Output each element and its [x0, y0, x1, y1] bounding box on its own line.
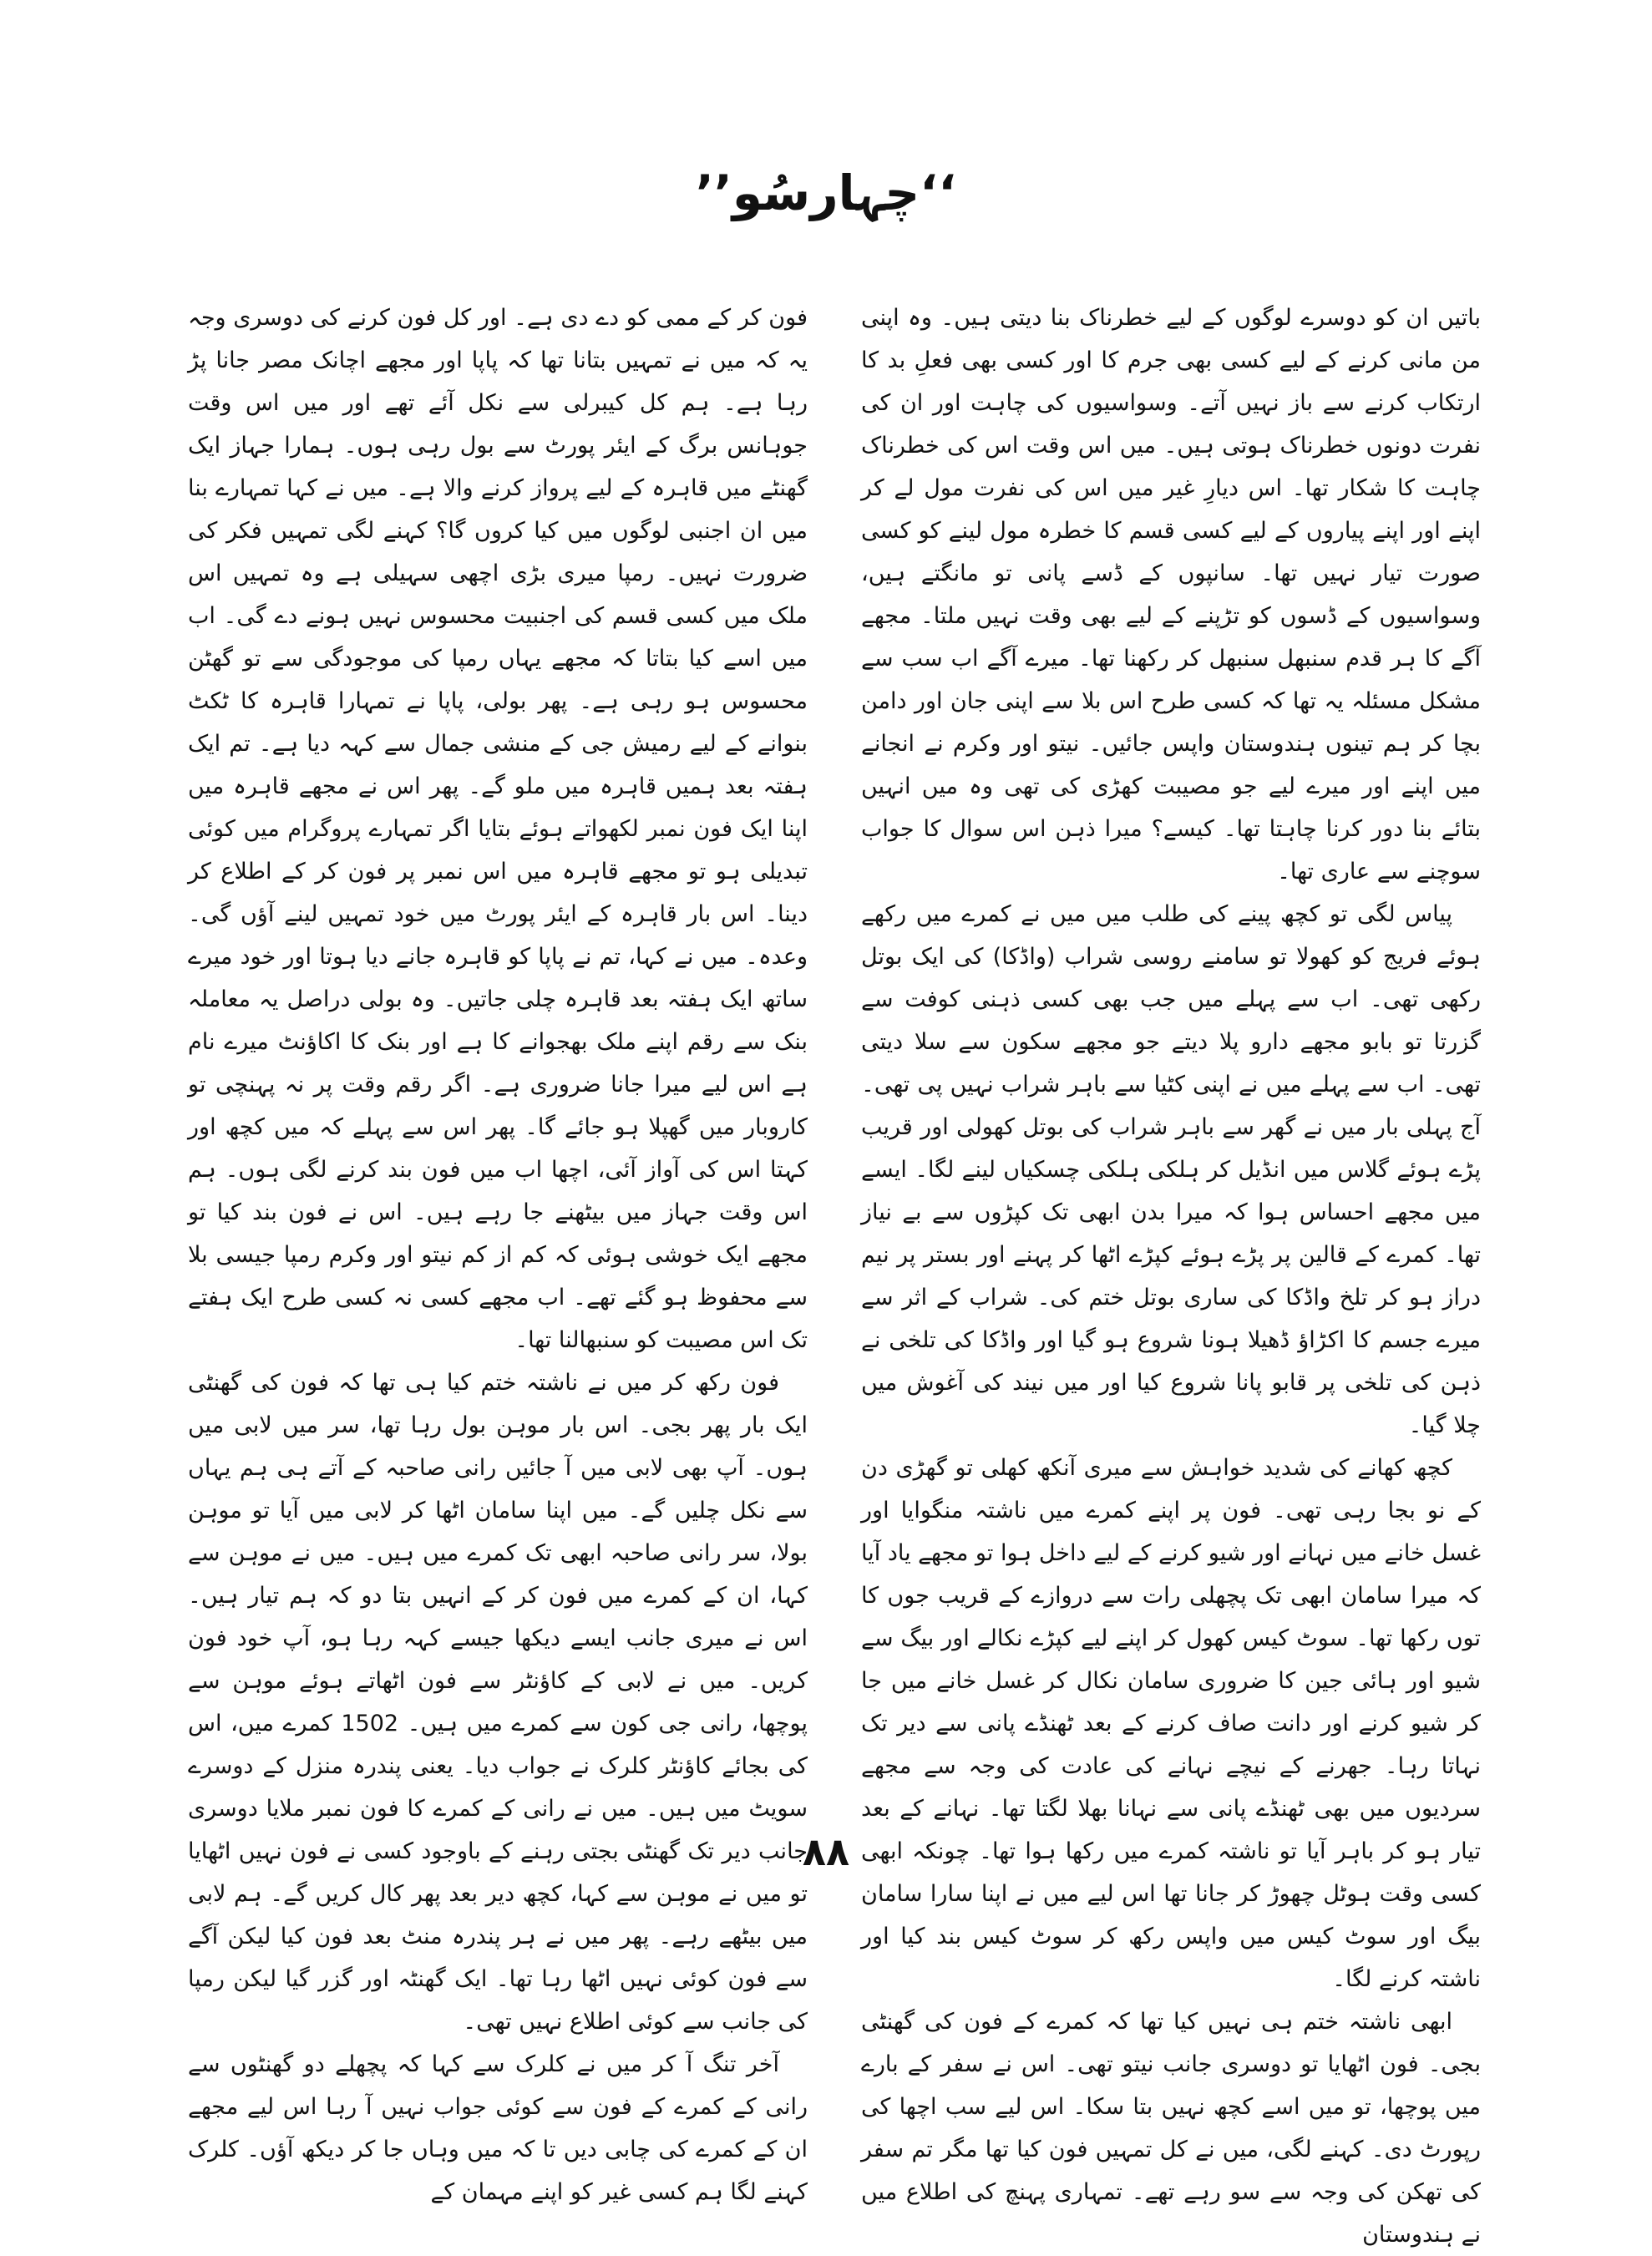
paragraph: آخر تنگ آ کر میں نے کلرک سے کہا کہ پچھلے دو گھنٹوں سے رانی کے کمرے کے فون سے کوئی جواب نہیں آ رہا اس لیے مجھے ان کے کمرے کی چابی دیں تا کہ میں وہاں جا کر دیکھ آؤں۔ کلرک کہنے لگا ہم کسی غیر کو اپنے مہمان کے: [188, 2051, 808, 2205]
paragraph: پیاس لگی تو کچھ پینے کی طلب میں میں نے کمرے میں رکھے ہوئے فریج کو کھولا تو سامنے روسی شراب (واڈکا) کی ایک بوتل رکھی تھی۔ اب سے پہلے میں جب بھی کسی ذہنی کوفت سے گزرتا تو بابو مجھے دارو پلا دیتے جو مجھے سکون سے سلا دیتی تھی۔ اب سے پہلے میں نے اپنی کٹیا سے باہر شراب نہیں پی تھی۔ آج پہلی بار میں نے گھر سے باہر شراب کی بوتل کھولی اور قریب پڑے ہوئے گلاس میں انڈیل کر ہلکی ہلکی چسکیاں لینے لگا۔ ایسے میں مجھے احساس ہوا کہ میرا بدن ابھی تک کپڑوں سے بے نیاز تھا۔ کمرے کے قالین پر پڑے ہوئے کپڑے اٹھا کر پہنے اور بستر پر نیم دراز ہو کر تلخ واڈکا کی ساری بوتل ختم کی۔ شراب کے اثر سے میرے جسم کا اکڑاؤ ڈھیلا ہونا شروع ہو گیا اور واڈکا کی تلخی نے ذہن کی تلخی پر قابو پانا شروع کیا اور میں نیند کی آغوش میں چلا گیا۔: [861, 901, 1481, 1438]
paragraph: ابھی ناشتہ ختم ہی نہیں کیا تھا کہ کمرے کے فون کی گھنٹی بجی۔ فون اٹھایا تو دوسری جانب نیتو تھی۔ اس نے سفر کے بارے میں پوچھا، تو میں اسے کچھ نہیں بتا سکا۔ اس لیے سب اچھا کی رپورٹ دی۔ کہنے لگی، میں نے کل تمہیں فون کیا تھا مگر تم سفر کی تھکن کی وجہ سے سو رہے تھے۔ تمہاری پہنچ کی اطلاع میں نے ہندوستان: [861, 2009, 1481, 2248]
page-number: ۸۸: [802, 1829, 850, 1874]
paragraph: باتیں ان کو دوسرے لوگوں کے لیے خطرناک بنا دیتی ہیں۔ وہ اپنی من مانی کرنے کے لیے کسی بھی جرم کا اور کسی بھی فعلِ بد کا ارتکاب کرنے سے باز نہیں آتے۔ وسواسیوں کی چاہت اور ان کی نفرت دونوں خطرناک ہوتی ہیں۔ میں اس وقت اس کی خطرناک چاہت کا شکار تھا۔ اس دیارِ غیر میں اس کی نفرت مول لے کر اپنے اور اپنے پیاروں کے لیے کسی قسم کا خطرہ مول لینے کو کسی صورت تیار نہیں تھا۔ سانپوں کے ڈسے پانی تو مانگتے ہیں، وسواسیوں کے ڈسوں کو تڑپنے کے لیے بھی وقت نہیں ملتا۔ مجھے آگے کا ہر قدم سنبھل سنبھل کر رکھنا تھا۔ میرے آگے اب سب سے مشکل مسئلہ یہ تھا کہ کسی طرح اس بلا سے اپنی جان اور دامن بچا کر ہم تینوں ہندوستان واپس جائیں۔ نیتو اور وکرم نے انجانے میں اپنے اور میرے لیے جو مصیبت کھڑی کی تھی وہ میں انہیں بتائے بنا دور کرنا چاہتا تھا۔ کیسے؟ میرا ذہن اس سوال کا جواب سوچنے سے عاری تھا۔: [861, 305, 1481, 885]
paragraph: فون رکھ کر میں نے ناشتہ ختم کیا ہی تھا کہ فون کی گھنٹی ایک بار پھر بجی۔ اس بار موہن بول رہا تھا، سر میں لابی میں ہوں۔ آپ بھی لابی میں آ جائیں رانی صاحبہ کے آتے ہی ہم یہاں سے نکل چلیں گے۔ میں اپنا سامان اٹھا کر لابی میں آیا تو موہن بولا، سر رانی صاحبہ ابھی تک کمرے میں ہیں۔ میں نے موہن سے کہا، ان کے کمرے میں فون کر کے انہیں بتا دو کہ ہم تیار ہیں۔ اس نے میری جانب ایسے دیکھا جیسے کہہ رہا ہو، آپ خود فون کریں۔ میں نے لابی کے کاؤنٹر سے فون اٹھاتے ہوئے موہن سے پوچھا، رانی جی کون سے کمرے میں ہیں۔ 1502 کمرے میں، اس کی بجائے کاؤنٹر کلرک نے جواب دیا۔ یعنی پندرہ منزل کے دوسرے سویٹ میں ہیں۔ میں نے رانی کے کمرے کا فون نمبر ملایا دوسری جانب دیر تک گھنٹی بجتی رہنے کے باوجود کسی نے فون نہیں اٹھایا تو میں نے موہن سے کہا، کچھ دیر بعد پھر کال کریں گے۔ ہم لابی میں بیٹھے رہے۔ پھر میں نے ہر پندرہ منٹ بعد فون کیا لیکن آگے سے فون کوئی نہیں اٹھا رہا تھا۔ ایک گھنٹہ اور گزر گیا لیکن رمپا کی جانب سے کوئی اطلاع نہیں تھی۔: [188, 1370, 808, 2035]
column-left: [188, 297, 808, 2205]
column-right: [861, 297, 1481, 2248]
page-title: ’’چہارسُو‘‘: [695, 165, 957, 221]
paragraph: فون کر کے ممی کو دے دی ہے۔ اور کل فون کرنے کی دوسری وجہ یہ کہ میں نے تمہیں بتانا تھا کہ پاپا اور مجھے اچانک مصر جانا پڑ رہا ہے۔ ہم کل کیبرلی سے نکل آئے تھے اور میں اس وقت جوہانس برگ کے ایئر پورٹ سے بول رہی ہوں۔ ہمارا جہاز ایک گھنٹے میں قاہرہ کے لیے پرواز کرنے والا ہے۔ میں نے کہا تمہارے بنا میں ان اجنبی لوگوں میں کیا کروں گا؟ کہنے لگی تمہیں فکر کی ضرورت نہیں۔ رمپا میری بڑی اچھی سہیلی ہے وہ تمہیں اس ملک میں کسی قسم کی اجنبیت محسوس نہیں ہونے دے گی۔ اب میں اسے کیا بتاتا کہ مجھے یہاں رمپا کی موجودگی سے تو گھٹن محسوس ہو رہی ہے۔ پھر بولی، پاپا نے تمہارا قاہرہ کا ٹکٹ بنوانے کے لیے رمیش جی کے منشی جمال سے کہہ دیا ہے۔ تم ایک ہفتہ بعد ہمیں قاہرہ میں ملو گے۔ پھر اس نے مجھے قاہرہ میں اپنا ایک فون نمبر لکھواتے ہوئے بتایا اگر تمہارے پروگرام میں کوئی تبدیلی ہو تو مجھے قاہرہ میں اس نمبر پر فون کر کے اطلاع کر دینا۔ اس بار قاہرہ کے ایئر پورٹ میں خود تمہیں لینے آؤں گی۔ وعدہ۔ میں نے کہا، تم نے پاپا کو قاہرہ جانے دیا ہوتا اور خود میرے ساتھ ایک ہفتہ بعد قاہرہ چلی جاتیں۔ وہ بولی دراصل یہ معاملہ بنک سے رقم اپنے ملک بھجوانے کا ہے اور بنک کا اکاؤنٹ میرے نام ہے اس لیے میرا جانا ضروری ہے۔ اگر رقم وقت پر نہ پہنچی تو کاروبار میں گھپلا ہو جائے گا۔ پھر اس سے پہلے کہ میں کچھ اور کہتا اس کی آواز آئی، اچھا اب میں فون بند کرنے لگی ہوں۔ ہم اس وقت جہاز میں بیٹھنے جا رہے ہیں۔ اس نے فون بند کیا تو مجھے ایک خوشی ہوئی کہ کم از کم نیتو اور وکرم رمپا جیسی بلا سے محفوظ ہو گئے تھے۔ اب مجھے کسی نہ کسی طرح ایک ہفتے تک اس مصیبت کو سنبھالنا تھا۔: [188, 305, 808, 1353]
paragraph: کچھ کھانے کی شدید خواہش سے میری آنکھ کھلی تو گھڑی دن کے نو بجا رہی تھی۔ فون پر اپنے کمرے میں ناشتہ منگوایا اور غسل خانے میں نہانے اور شیو کرنے کے لیے داخل ہوا تو مجھے یاد آیا کہ میرا سامان ابھی تک پچھلی رات سے دروازے کے قریب جوں کا توں رکھا تھا۔ سوٹ کیس کھول کر اپنے لیے کپڑے نکالے اور بیگ سے شیو اور ہائی جین کا ضروری سامان نکال کر غسل خانے میں جا کر شیو کرنے اور دانت صاف کرنے کے بعد ٹھنڈے پانی سے دیر تک نہاتا رہا۔ جھرنے کے نیچے نہانے کی عادت کی وجہ سے مجھے سردیوں میں بھی ٹھنڈے پانی سے نہانا بھلا لگتا تھا۔ نہانے کے بعد تیار ہو کر باہر آیا تو ناشتہ کمرے میں رکھا ہوا تھا۔ چونکہ ابھی کسی وقت ہوٹل چھوڑ کر جانا تھا اس لیے میں نے اپنا سارا سامان بیگ اور سوٹ کیس میں واپس رکھ کر سوٹ کیس بند کیا اور ناشتہ کرنے لگا۔: [861, 1455, 1481, 1992]
